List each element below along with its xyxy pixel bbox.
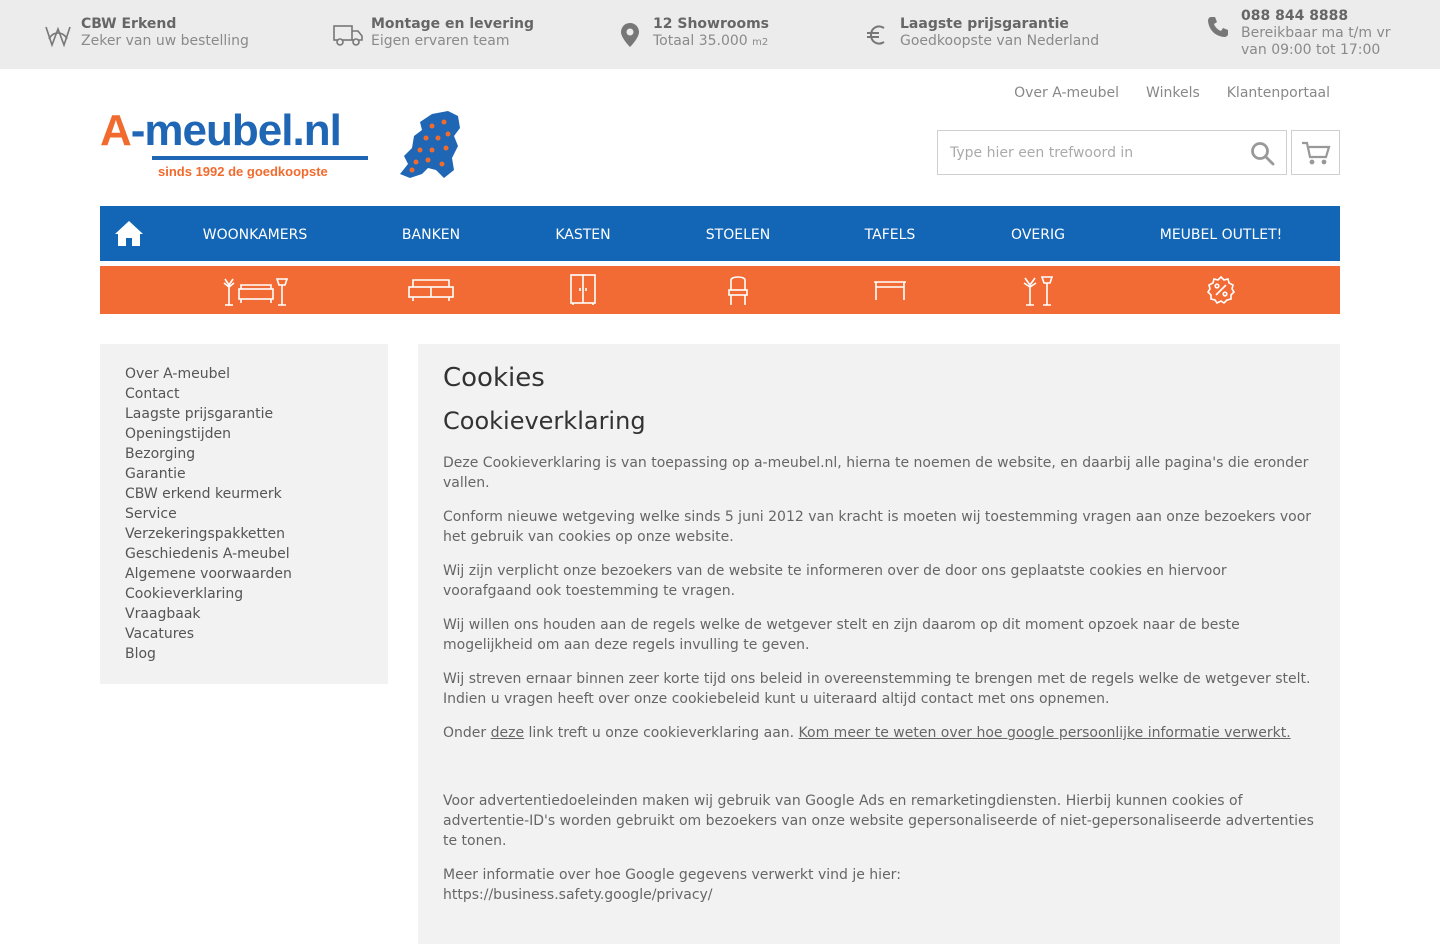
site-logo[interactable] (100, 106, 372, 182)
sidebar-item-contact[interactable]: Contact (125, 386, 180, 402)
sidebar-item-cookieverklaring[interactable]: Cookieverklaring (125, 586, 244, 602)
sidebar-item-prijsgarantie[interactable]: Laagste prijsgarantie (125, 406, 274, 422)
usp-title: 12 Showrooms (653, 16, 770, 32)
text: Meer informatie over hoe Google gegevens verwerkt vind je hier: (443, 867, 901, 883)
usp-unit: m2 (752, 37, 769, 48)
cart-button[interactable] (1291, 130, 1340, 175)
usp-subtitle: Totaal 35.000 (653, 33, 748, 49)
text: Onder (443, 725, 491, 741)
usp-subtitle: Goedkoopste van Nederland (900, 33, 1100, 49)
usp-showrooms (615, 16, 769, 51)
sidebar-item-vacatures[interactable]: Vacatures (125, 626, 195, 642)
paragraph: Deze Cookieverklaring is van toepassing op a-meubel.nl, hierna te noemen de website, en daarbij alle pagina's die eronder vallen. (443, 455, 1309, 491)
usp-bar (0, 0, 1440, 69)
nav-woonkamers[interactable]: WOONKAMERS (202, 227, 308, 243)
nav-tafels[interactable]: TAFELS (864, 227, 916, 243)
nav-banken[interactable]: BANKEN (401, 227, 461, 243)
paragraph-links (443, 723, 1315, 743)
cabinet-icon[interactable] (570, 272, 596, 308)
usp-subtitle: Eigen ervaren team (371, 33, 510, 49)
sidebar-item-blog[interactable]: Blog (125, 646, 156, 662)
section-title: Cookieverklaring (443, 407, 646, 435)
cart-icon (1301, 140, 1331, 166)
usp-title: Laagste prijsgarantie (900, 16, 1069, 32)
sidebar-item-cbw-keurmerk[interactable]: CBW erkend keurmerk (125, 486, 282, 502)
category-icon-bar (100, 266, 1340, 314)
search-icon[interactable] (1250, 141, 1276, 167)
paragraph: Conform nieuwe wetgeving welke sinds 5 juni 2012 van kracht is moeten wij toestemming vragen aan onze bezoekers voor het gebruik van cookies op onze website. (443, 509, 1312, 545)
table-icon[interactable] (873, 272, 907, 308)
usp-cbw (43, 16, 249, 50)
chair-icon[interactable] (727, 272, 749, 308)
usp-phone[interactable] (1203, 8, 1391, 59)
discount-icon[interactable] (1206, 272, 1236, 308)
page-title: Cookies (443, 363, 545, 393)
usp-title: 088 844 8888 (1241, 8, 1349, 24)
logo-slogan: sinds 1992 de goedkoopste (158, 164, 328, 179)
sidebar-item-vraagbaak[interactable]: Vraagbaak (125, 606, 201, 622)
google-privacy-link[interactable]: Kom meer te weten over hoe google persoonlijke informatie verwerkt. (798, 725, 1291, 741)
info-sidebar (100, 344, 388, 684)
lamp-plant-icon[interactable] (1022, 272, 1054, 308)
search-input[interactable] (938, 131, 1238, 174)
paragraph (443, 865, 1315, 905)
usp-prijsgarantie (862, 16, 1099, 50)
google-business-privacy-link[interactable]: https://business.safety.google/privacy/ (443, 887, 713, 903)
living-room-icon[interactable] (221, 272, 289, 308)
cbw-icon (43, 20, 73, 50)
sidebar-item-over[interactable]: Over A-meubel (125, 366, 230, 382)
nav-kasten[interactable]: KASTEN (555, 227, 611, 243)
paragraph: Voor advertentiedoeleinden maken wij gebruik van Google Ads en remarketingdiensten. Hierbij kunnen cookies of advertentie-ID's worden gebruikt om bezoekers van onze website gepersonaliseerde of niet-gepersonaliseerde advertenties te tonen. (443, 793, 1314, 849)
top-link-klantenportaal[interactable]: Klantenportaal (1226, 85, 1330, 101)
paragraph: Wij streven ernaar binnen zeer korte tijd ons beleid in overeenstemming te brengen met de regels welke de wetgever stelt. Indien u vragen heeft over onze cookiebeleid kunt u uiteraard altijd contact met ons opnemen. (443, 671, 1311, 707)
sidebar-item-geschiedenis[interactable]: Geschiedenis A-meubel (125, 546, 290, 562)
usp-subtitle: Zeker van uw bestelling (81, 33, 249, 49)
paragraph: Wij zijn verplicht onze bezoekers van de website te informeren over de door ons geplaatste cookies en hiervoor voorafgaand ook toestemming te vragen. (443, 563, 1227, 599)
usp-subtitle-2: van 09:00 tot 17:00 (1241, 42, 1381, 58)
search-box (937, 130, 1287, 175)
spacer (443, 757, 1315, 791)
home-icon[interactable] (114, 219, 144, 247)
usp-subtitle: Bereikbaar ma t/m vr (1241, 25, 1391, 41)
top-link-over[interactable]: Over A-meubel (1014, 85, 1120, 101)
nav-overig[interactable]: OVERIG (1011, 227, 1065, 243)
sidebar-item-verzekeringspakketten[interactable]: Verzekeringspakketten (125, 526, 286, 542)
sidebar-item-openingstijden[interactable]: Openingstijden (125, 426, 231, 442)
location-pin-icon (615, 20, 645, 50)
text: link treft u onze cookieverklaring aan. (524, 725, 799, 741)
sofa-icon[interactable] (407, 272, 455, 308)
sidebar-item-algemene-voorwaarden[interactable]: Algemene voorwaarden (125, 566, 292, 582)
top-link-winkels[interactable]: Winkels (1146, 85, 1200, 101)
logo-text: -meubel.nl (130, 106, 341, 155)
paragraph: Wij willen ons houden aan de regels welke de wetgever stelt en zijn daarom op dit moment opzoek naar de beste mogelijkheid om aan deze regels invulling te geven. (443, 617, 1240, 653)
netherlands-map-icon (398, 108, 462, 180)
nav-meubel-outlet[interactable]: MEUBEL OUTLET! (1159, 227, 1283, 243)
logo-a: A (100, 106, 131, 155)
usp-montage (333, 16, 534, 50)
logo-underline (152, 156, 368, 160)
main-nav (100, 206, 1340, 261)
top-links (1014, 85, 1330, 101)
truck-icon (333, 20, 363, 50)
main-content (418, 344, 1340, 944)
phone-icon (1203, 12, 1233, 42)
euro-icon (862, 20, 892, 50)
cookie-statement-link[interactable]: deze (490, 725, 525, 741)
nav-stoelen[interactable]: STOELEN (705, 227, 771, 243)
usp-title: Montage en levering (371, 16, 534, 32)
usp-title: CBW Erkend (81, 16, 177, 32)
sidebar-item-service[interactable]: Service (125, 506, 177, 522)
sidebar-item-bezorging[interactable]: Bezorging (125, 446, 196, 462)
sidebar-item-garantie[interactable]: Garantie (125, 466, 186, 482)
